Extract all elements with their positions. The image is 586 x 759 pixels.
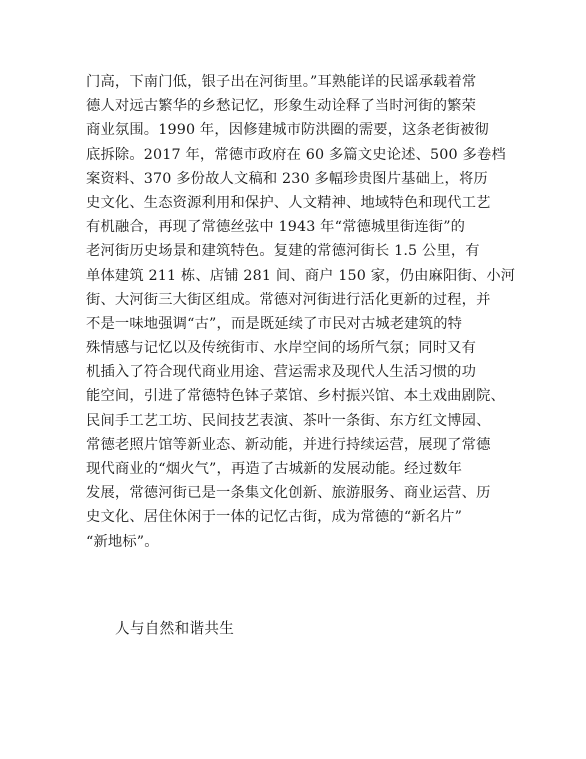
body-line: “新地标”。: [86, 533, 159, 550]
body-line: 有机融合，再现了常德丝弦中 1943 年“常德城里街连街”的: [86, 219, 466, 236]
body-paragraph: [86, 70, 516, 554]
section-heading: 人与自然和谐共生: [115, 620, 235, 637]
body-line: 德人对远古繁华的乡愁记忆，形象生动诠释了当时河街的繁荣: [86, 98, 477, 115]
body-line: 老河街历史场景和建筑特色。复建的常德河街长 1.5 公里，有: [86, 243, 480, 260]
body-line: 商业氛围。1990 年，因修建城市防洪圈的需要，这条老街被彻: [86, 122, 489, 139]
body-line: 不是一味地强调“古”，而是既延续了市民对古城老建筑的特: [86, 315, 463, 332]
body-line: 殊情感与记忆以及传统街市、水岸空间的场所气氛；同时又有: [86, 340, 477, 357]
body-line: 机插入了符合现代商业用途、营运需求及现代人生活习惯的功: [86, 364, 477, 381]
body-line: 发展，常德河街已是一条集文化创新、旅游服务、商业运营、历: [86, 485, 491, 502]
body-line: 史文化、居住休闲于一体的记忆古街，成为常德的“新名片”: [86, 509, 463, 526]
body-line: 门高，下南门低，银子出在河街里。”耳熟能详的民谣承载着常: [86, 74, 477, 90]
body-line: 常德老照片馆等新业态、新动能，并进行持续运营，展现了常德: [86, 436, 491, 453]
body-line: 单体建筑 211 栋、店铺 281 间、商户 150 家，仍由麻阳街、小河: [86, 267, 516, 284]
body-line: 街、大河街三大街区组成。常德对河街进行活化更新的过程，并: [86, 291, 491, 308]
body-line: 史文化、生态资源利用和保护、人文精神、地域特色和现代工艺: [86, 194, 491, 211]
body-line: 能空间，引进了常德特色钵子菜馆、乡村振兴馆、本土戏曲剧院、: [86, 388, 505, 405]
body-line: 底拆除。2017 年，常德市政府在 60 多篇文史论述、500 多卷档: [86, 146, 506, 163]
body-line: 现代商业的“烟火气”，再造了古城新的发展动能。经过数年: [86, 461, 463, 477]
body-line: 案资料、370 多份故人文稿和 230 多幅珍贵图片基础上，将历: [86, 170, 488, 187]
body-line: 民间手工艺工坊、民间技艺表演、茶叶一条街、东方红文博园、: [86, 412, 491, 429]
